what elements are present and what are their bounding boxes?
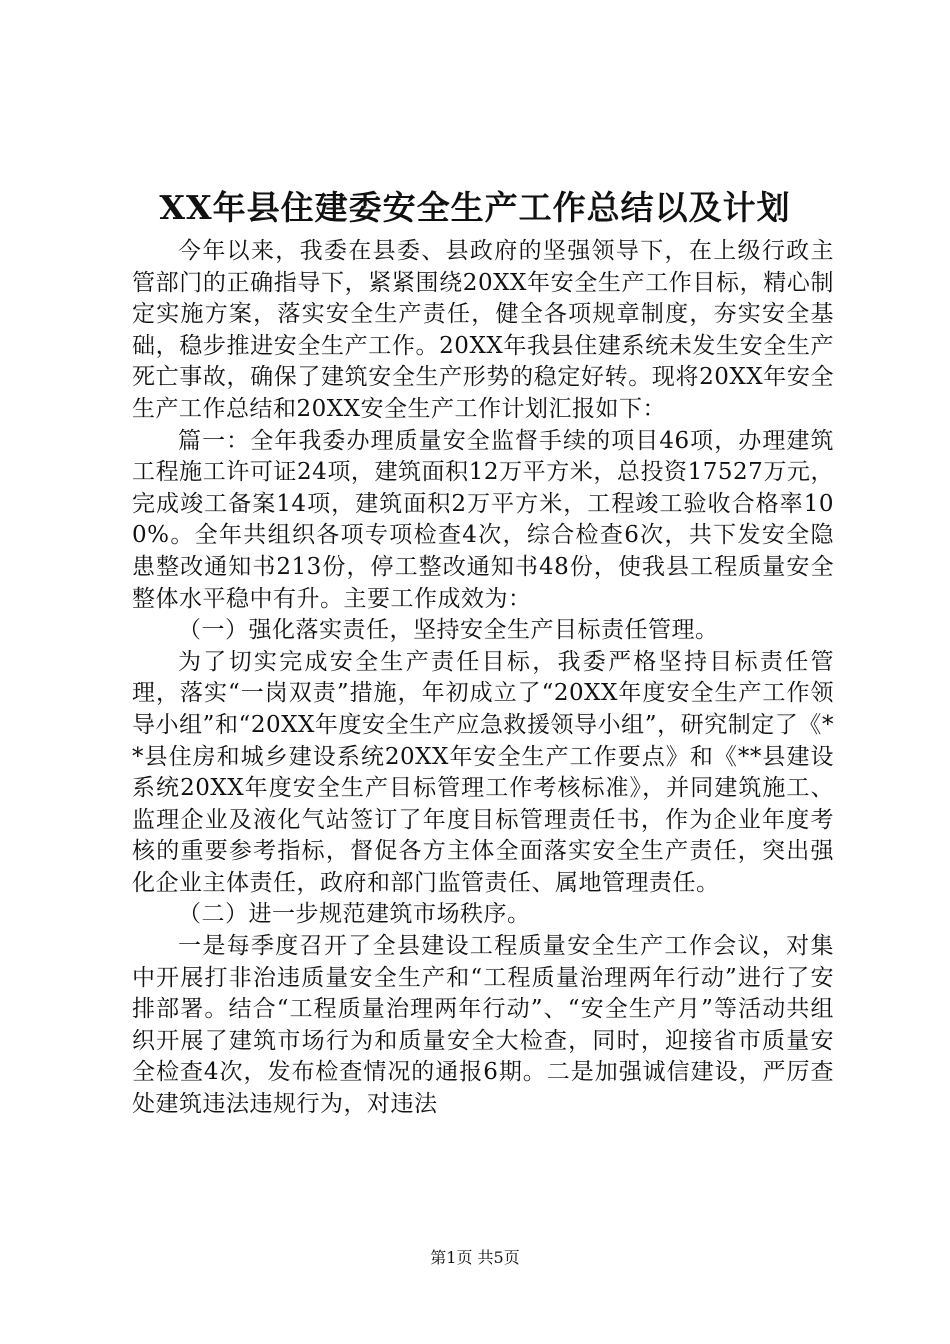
page-number-footer: 第1页 共5页 [430, 1248, 520, 1267]
section-heading-2: （二）进一步规范建筑市场秩序。 [178, 901, 531, 928]
paragraph-part-one: 篇一：全年我委办理质量安全监督手续的项目46项，办理建筑工程施工许可证24项，建筑面积12万平方米，总投资17527万元，完成竣工备案14项，建筑面积2万平方米，工程竣工验收合格率100%。全年共组织各项专项检查4次，综合检查6次，共下发安全隐患整改通知书213份，停工整改通知书48份，使我县工程质量安全整体水平稳中有升。主要工作成效为： [132, 427, 834, 612]
paragraph-responsibility: 为了切实完成安全生产责任目标，我委严格坚持目标责任管理，落实“一岗双责”措施，年初成立了“20XX年度安全生产工作领导小组”和“20XX年度安全生产应急救援领导小组”，研究制定了《**县住房和城乡建设系统20XX年安全生产工作要点》和《**县建设系统20XX年度安全生产目标管理工作考核标准》，并同建筑施工、监理企业及液化气站签订了年度目标管理责任书，作为企业年度考核的重要参考指标，督促各方主体全面落实安全生产责任，突出强化企业主体责任，政府和部门监管责任、属地管理责任。 [132, 648, 834, 896]
document-body [132, 236, 834, 1121]
section-heading-1: （一）强化落实责任，坚持安全生产目标责任管理。 [178, 617, 719, 644]
paragraph-intro: 今年以来，我委在县委、县政府的坚强领导下，在上级行政主管部门的正确指导下，紧紧围绕20XX年安全生产工作目标，精心制定实施方案，落实安全生产责任，健全各项规章制度，夯实安全基础，稳步推进安全生产工作。20XX年我县住建系统未发生安全生产死亡事故，确保了建筑安全生产形势的稳定好转。现将20XX年安全生产工作总结和20XX安全生产工作计划汇报如下： [132, 238, 834, 422]
paragraph-market-order: 一是每季度召开了全县建设工程质量安全生产工作会议，对集中开展打非治违质量安全生产和“工程质量治理两年行动”进行了安排部署。结合“工程质量治理两年行动”、“安全生产月”等活动共组织开展了建筑市场行为和质量安全大检查，同时，迎接省市质量安全检查4次，发布检查情况的通报6期。二是加强诚信建设，严厉查处建筑违法违规行为，对违法 [132, 933, 834, 1118]
document-title: XX年县住建委安全生产工作总结以及计划 [159, 188, 791, 227]
